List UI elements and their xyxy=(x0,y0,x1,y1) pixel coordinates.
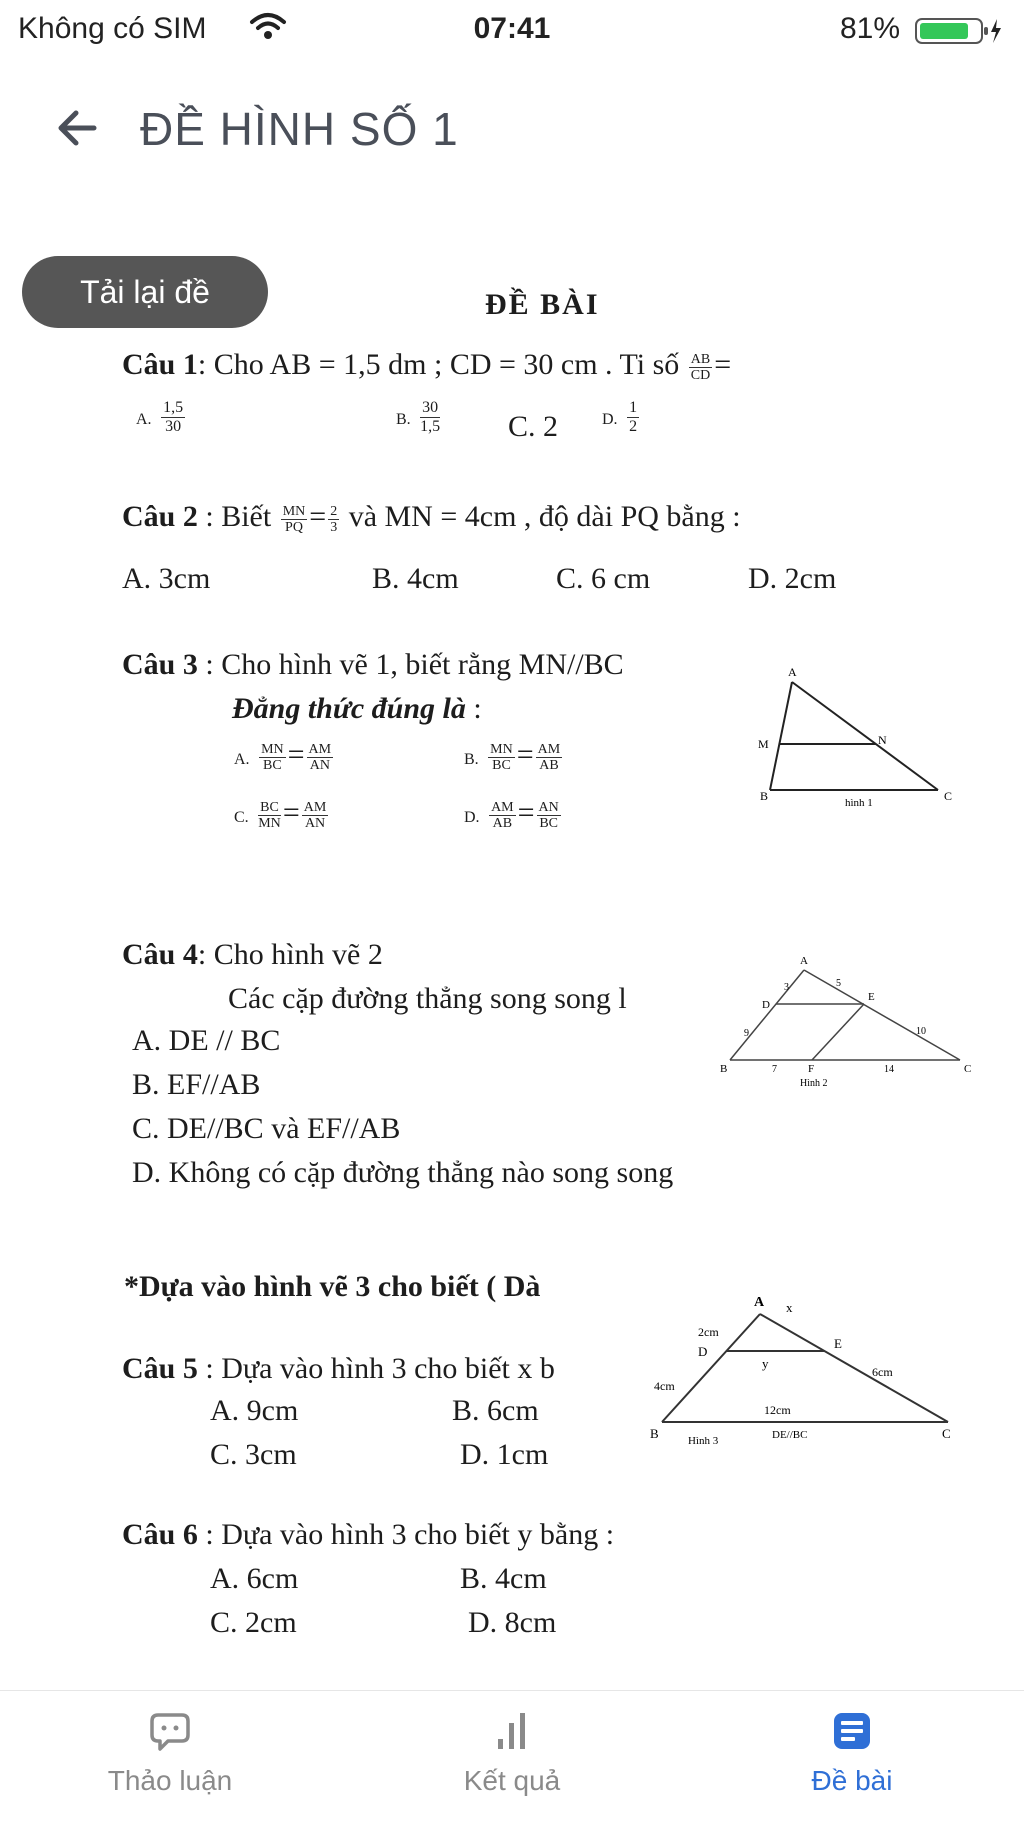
status-bar xyxy=(0,0,1024,60)
question-5-option-a: A. 9cm xyxy=(210,1394,299,1427)
question-2-option-a: A. 3cm xyxy=(122,562,211,595)
question-3-option-d: D. $\frac{AM}{AB}$ = $\frac{AN}{BC}$ xyxy=(464,796,559,831)
question-1-option-d: D. $\frac{1}{2}$ xyxy=(602,398,638,435)
svg-text:E: E xyxy=(868,991,875,1003)
svg-text:A: A xyxy=(754,1295,765,1310)
svg-text:D: D xyxy=(762,999,770,1011)
battery-percent: 81% xyxy=(840,12,901,45)
question-2: Câu 2 : Biết $\frac{MN}{PQ}$ = $\frac{2}{3}$ và MN = 4cm , độ dài PQ bằng : xyxy=(122,500,741,535)
svg-text:C: C xyxy=(964,1063,972,1075)
figure-3 xyxy=(636,1286,966,1456)
question-1: Câu 1: Cho AB = 1,5 dm ; CD = 30 cm . Ti số $\frac{AB}{CD}$ = xyxy=(122,348,732,383)
question-1-option-a: A. $\frac{1,5}{30}$ xyxy=(136,398,184,435)
clock: 07:41 xyxy=(473,12,551,45)
svg-text:9: 9 xyxy=(744,1028,749,1039)
svg-text:12cm: 12cm xyxy=(764,1403,791,1417)
svg-text:C: C xyxy=(944,789,953,803)
svg-text:3: 3 xyxy=(784,982,789,993)
question-3-label: Câu 3 xyxy=(122,648,198,681)
question-4-option-a: A. DE // BC xyxy=(132,1024,281,1057)
document-icon xyxy=(830,1709,874,1753)
svg-text:6cm: 6cm xyxy=(872,1365,893,1379)
question-6-option-b: B. 4cm xyxy=(460,1562,547,1595)
svg-text:x: x xyxy=(786,1300,793,1315)
svg-text:B: B xyxy=(720,1063,728,1075)
svg-text:N: N xyxy=(878,733,887,747)
tab-exam[interactable] xyxy=(752,1709,952,1797)
battery-icon xyxy=(915,16,1005,46)
question-6: Câu 6 : Dựa vào hình 3 cho biết y bằng : xyxy=(122,1518,615,1551)
svg-text:14: 14 xyxy=(884,1064,894,1075)
tab-results-label: Kết quả xyxy=(463,1765,561,1796)
svg-text:4cm: 4cm xyxy=(654,1379,675,1393)
figure-2 xyxy=(716,950,976,1090)
question-6-option-a: A. 6cm xyxy=(210,1562,299,1595)
question-5-option-d: D. 1cm xyxy=(460,1438,549,1471)
page-header xyxy=(0,80,1024,180)
question-6-option-c: C. 2cm xyxy=(210,1606,297,1639)
exam-document xyxy=(0,230,1024,1680)
chat-bubble-icon xyxy=(148,1709,192,1753)
question-2-option-b: B. 4cm xyxy=(372,562,459,595)
figure-1 xyxy=(750,650,970,809)
ratio-fraction: $\frac{AB}{CD}$ xyxy=(690,351,711,383)
tab-exam-label: Đề bài xyxy=(811,1765,893,1796)
svg-text:Hình 2: Hình 2 xyxy=(800,1078,828,1089)
question-5-label: Câu 5 xyxy=(122,1352,198,1385)
question-3-option-b: B. $\frac{MN}{BC}$ = $\frac{AM}{AB}$ xyxy=(464,738,561,773)
svg-text:10: 10 xyxy=(916,1026,926,1037)
question-5-option-b: B. 6cm xyxy=(452,1394,539,1427)
question-4-label: Câu 4 xyxy=(122,938,198,971)
question-3-option-c: C. $\frac{BC}{MN}$ = $\frac{AM}{AN}$ xyxy=(234,796,327,831)
svg-text:hình 1: hình 1 xyxy=(845,797,873,809)
reload-exam-button[interactable]: Tải lại đề xyxy=(22,256,268,328)
svg-text:A: A xyxy=(800,955,808,967)
svg-text:E: E xyxy=(834,1336,842,1351)
question-5: Câu 5 : Dựa vào hình 3 cho biết x b xyxy=(122,1352,555,1385)
back-arrow-icon[interactable] xyxy=(48,98,108,158)
svg-text:A: A xyxy=(788,665,797,679)
question-4: Câu 4: Cho hình vẽ 2 xyxy=(122,938,383,971)
svg-text:C: C xyxy=(942,1426,951,1441)
tab-results[interactable] xyxy=(412,1709,612,1797)
page-title: ĐỀ HÌNH SỐ 1 xyxy=(140,103,459,155)
carrier-label: Không có SIM xyxy=(18,12,207,45)
svg-text:5: 5 xyxy=(836,978,841,989)
svg-text:D: D xyxy=(698,1344,708,1359)
svg-text:B: B xyxy=(760,789,769,803)
question-6-label: Câu 6 xyxy=(122,1518,198,1551)
bottom-tab-bar xyxy=(0,1690,1024,1827)
svg-text:B: B xyxy=(650,1426,659,1441)
question-6-option-d: D. 8cm xyxy=(468,1606,557,1639)
question-2-label: Câu 2 xyxy=(122,500,198,533)
question-5-option-c: C. 3cm xyxy=(210,1438,297,1471)
question-3-subtitle: Đẳng thức đúng là : xyxy=(232,692,482,725)
svg-text:F: F xyxy=(808,1063,815,1075)
svg-text:y: y xyxy=(762,1356,769,1371)
tab-discussion-label: Thảo luận xyxy=(107,1765,233,1796)
question-3: Câu 3 : Cho hình vẽ 1, biết rằng MN//BC xyxy=(122,648,624,681)
bar-chart-icon xyxy=(490,1709,534,1753)
tab-discussion[interactable] xyxy=(70,1709,270,1797)
question-1-option-b: B. $\frac{30}{1,5}$ xyxy=(396,398,441,435)
question-2-option-d: D. 2cm xyxy=(748,562,837,595)
question-2-option-c: C. 6 cm xyxy=(556,562,651,595)
question-4-subtitle: Các cặp đường thẳng song song l xyxy=(228,982,627,1015)
question-4-option-c: C. DE//BC và EF//AB xyxy=(132,1112,401,1145)
question-1-text: : Cho AB = 1,5 dm ; CD = 30 cm . Ti số xyxy=(197,348,680,381)
question-4-option-b: B. EF//AB xyxy=(132,1068,261,1101)
svg-text:2cm: 2cm xyxy=(698,1325,719,1339)
question-1-option-c: C. 2 xyxy=(508,410,559,443)
figure-3-hint: *Dựa vào hình vẽ 3 cho biết ( Dà xyxy=(124,1270,541,1303)
svg-text:Hình 3: Hình 3 xyxy=(688,1435,719,1447)
exam-heading: ĐỀ BÀI xyxy=(485,288,600,321)
svg-text:DE//BC: DE//BC xyxy=(772,1429,808,1441)
question-4-option-d: D. Không có cặp đường thẳng nào song song xyxy=(132,1156,674,1189)
question-1-label: Câu 1 xyxy=(122,348,198,381)
question-3-option-a: A. $\frac{MN}{BC}$ = $\frac{AM}{AN}$ xyxy=(234,738,332,773)
svg-text:M: M xyxy=(758,737,769,751)
svg-text:7: 7 xyxy=(772,1064,777,1075)
